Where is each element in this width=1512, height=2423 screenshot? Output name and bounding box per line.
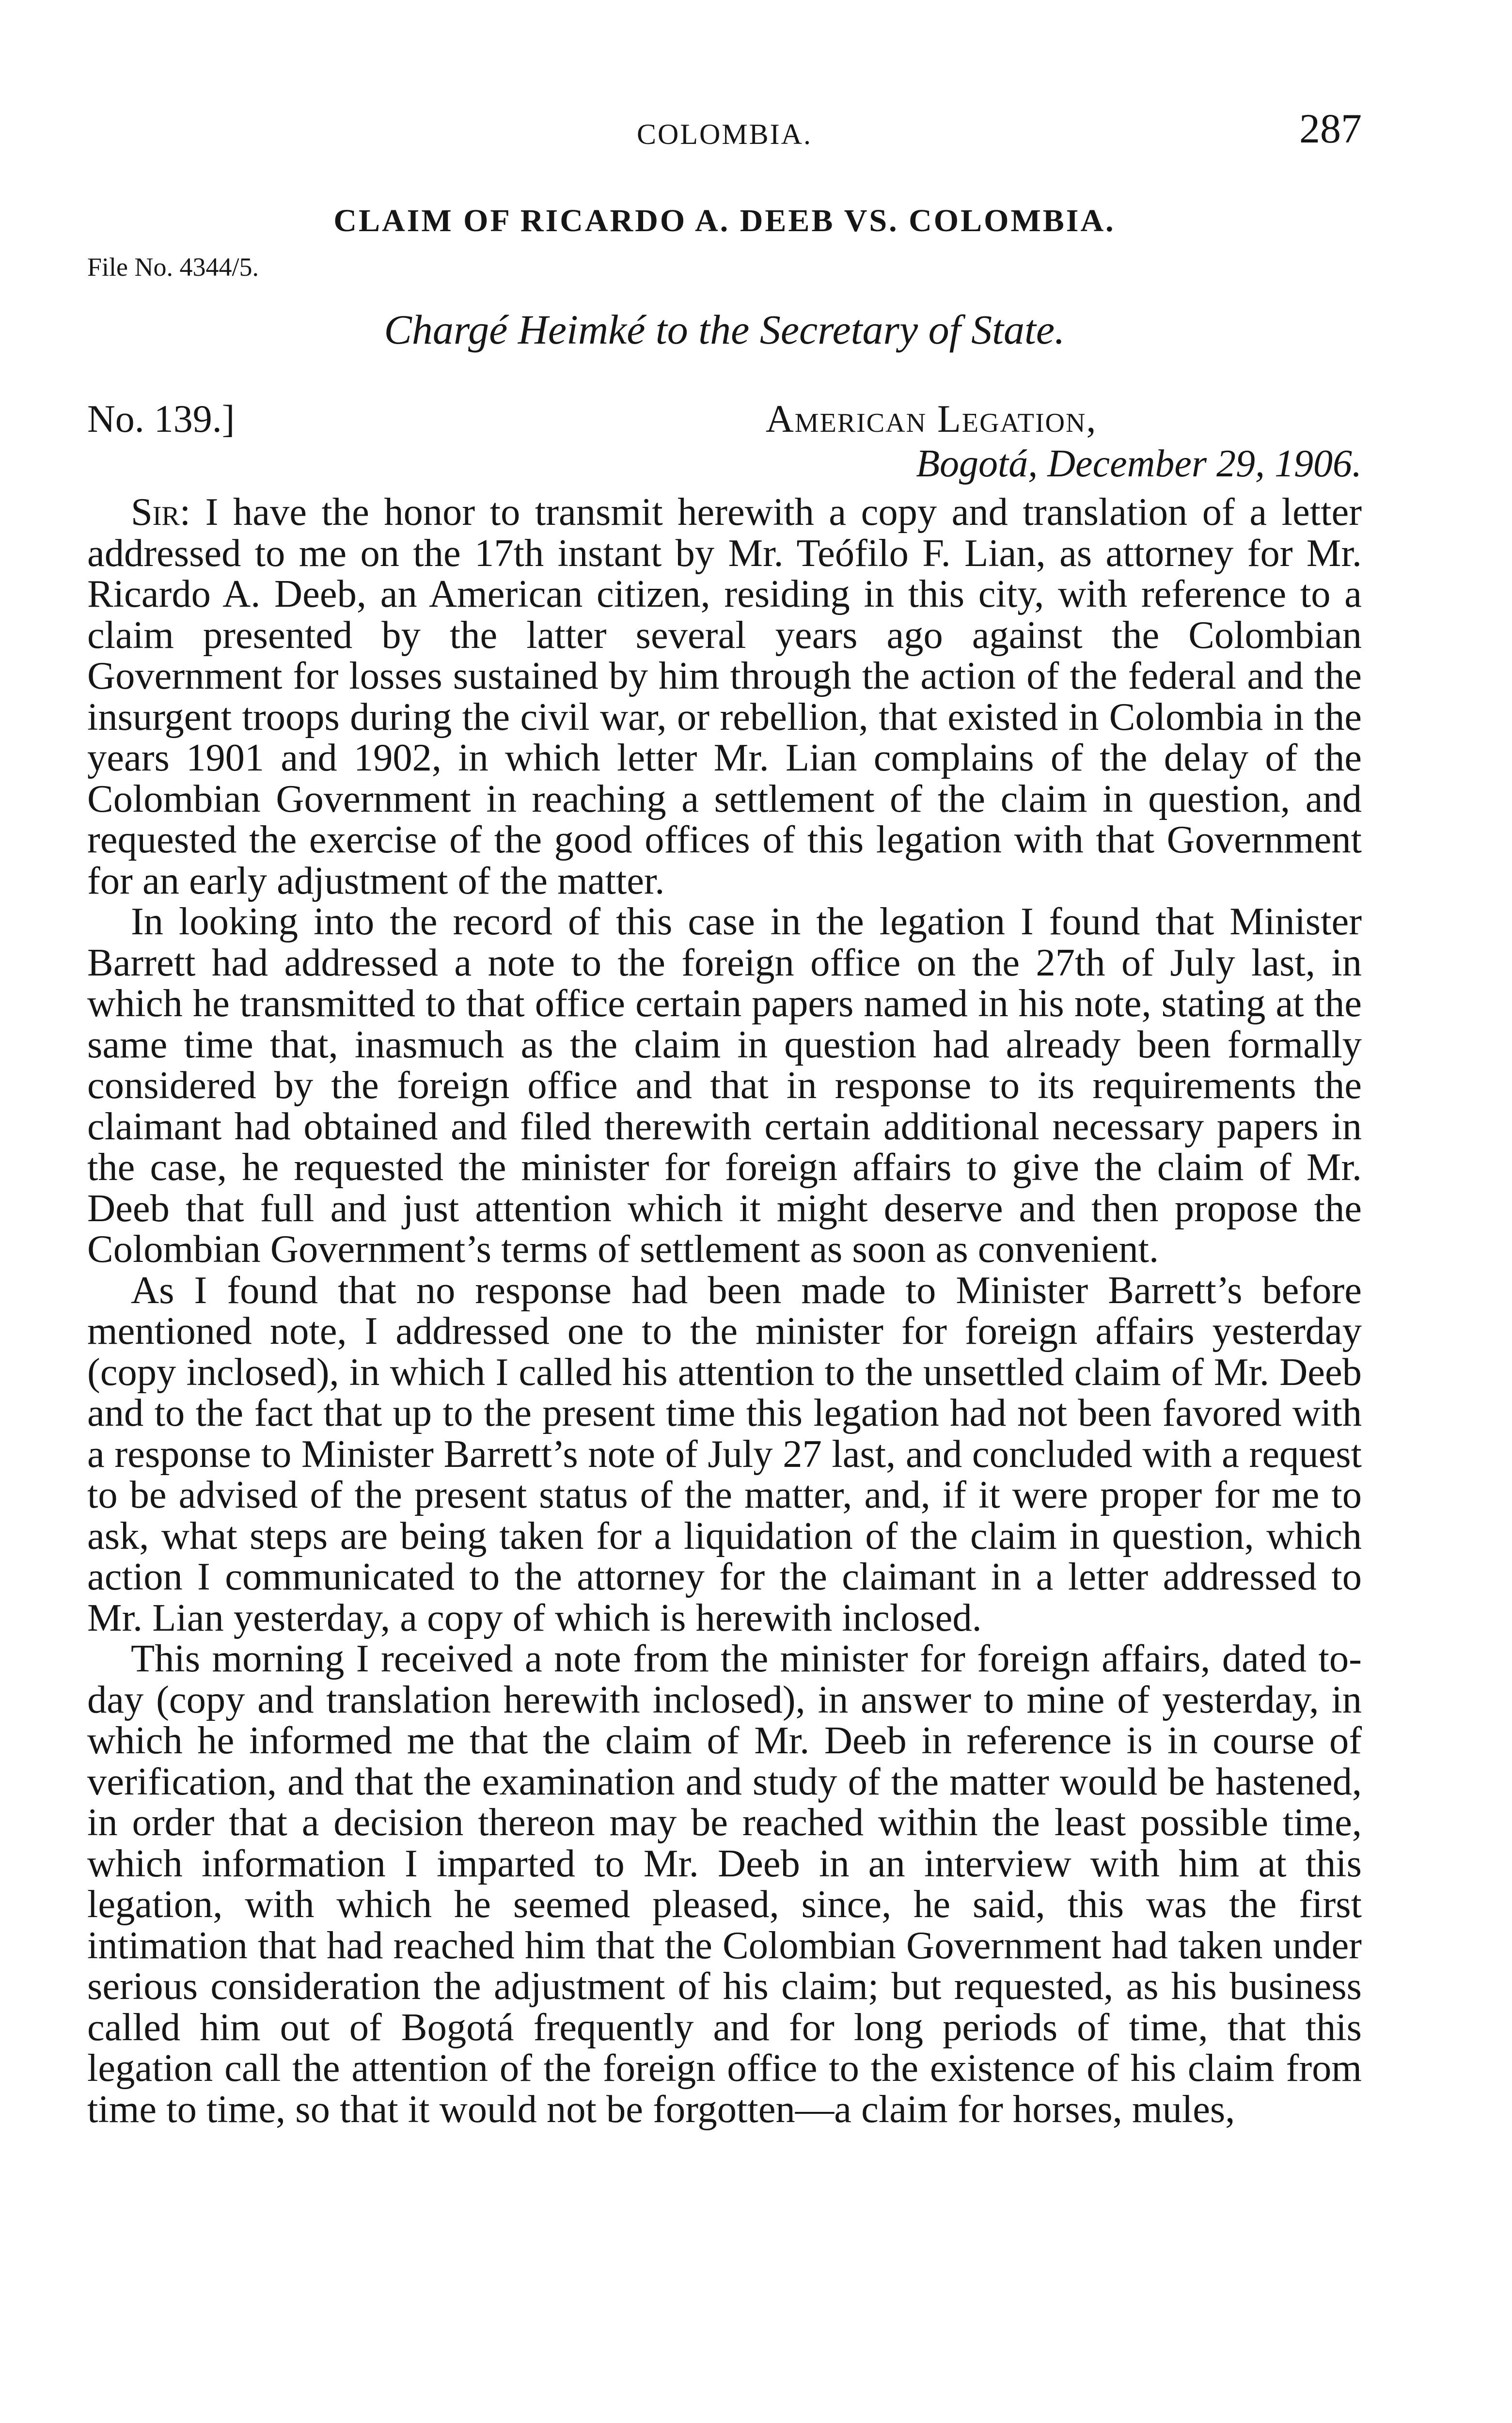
page-number: 287 [1299,105,1362,152]
paragraph: This morning I received a note from the minister for foreign affairs, dated to-day (copy and translation herewith inclosed), in answer to mine of yesterday, in which he informed me that the claim of Mr. Deeb in reference is in course of verification, and that the examination and study of the matter would be hastened, in order that a decision thereon may be reached within the least possible time, which information I imparted to Mr. Deeb in an interview with him at this legation, with which he seemed pleased, since, he said, this was the first intimation that had reached him that the Colombian Government had taken under serious consideration the adjustment of his claim; but requested, as his business called him out of Bogotá frequently and for long periods of time, that this legation call the attention of the foreign office to the existence of his claim from time to time, so that it would not be forgotten—a claim for horses, mules, [87,1637,1362,2131]
paragraph-text: I have the honor to transmit herewith a copy and translation of a letter addressed to me on the 17th instant by Mr. Teófilo F. Lian, as attorney for Mr. Ricardo A. Deeb, an American citizen, residing in this city, with reference to a claim presented by the latter several years ago against the Colombian Government for losses sustained by him through the action of the federal and the insurgent troops during the civil war, or rebellion, that existed in Colombia in the years 1901 and 1902, in which letter Mr. Lian complains of the delay of the Colombian Government in reaching a settlement of the claim in question, and requested the exercise of the good offices of this legation with that Government for an early adjustment of the matter. [87,490,1362,902]
document-number: No. 139.] [87,398,235,441]
running-title: COLOMBIA. [636,118,812,150]
letter-body [87,492,1362,2130]
paragraph: As I found that no response had been made to Minister Barrett’s before mentioned note, I addressed one to the minister for foreign affairs yesterday (copy inclosed), in which I called his attention to the unsettled claim of Mr. Deeb and to the fact that up to the present time this legation had not been favored with a response to Minister Barrett’s note of July 27 last, and concluded with a request to be advised of the present status of the matter, and, if it were proper for me to ask, what steps are being taken for a liquidation of the claim in question, which action I communicated to the attorney for the claimant in a letter addressed to Mr. Lian yesterday, a copy of which is herewith inclosed. [87,1268,1362,1639]
legation-name: American Legation, [766,398,1097,441]
file-number: File No. 4344/5. [87,252,259,282]
paragraph: In looking into the record of this case in the legation I found that Minister Barrett had addressed a note to the foreign office on the 27th of July last, in which he transmitted to that office certain papers named in his note, stating at the same time that, inasmuch as the claim in question had already been formally considered by the foreign office and that in response to its requirements the claimant had obtained and filed therewith certain additional necessary papers in the case, he requested the minister for foreign affairs to give the claim of Mr. Deeb that full and just attention which it might deserve and then propose the Colombian Government’s terms of settlement as soon as convenient. [87,900,1362,1271]
salutation: Sir: [131,490,191,534]
claim-title: CLAIM OF RICARDO A. DEEB VS. COLOMBIA. [333,203,1116,238]
running-head [87,104,1362,157]
letter-header [87,397,1362,489]
paragraph [87,492,1362,901]
dateline: Bogotá, December 29, 1906. [916,442,1362,485]
letter-subtitle: Chargé Heimké to the Secretary of State. [384,306,1065,353]
